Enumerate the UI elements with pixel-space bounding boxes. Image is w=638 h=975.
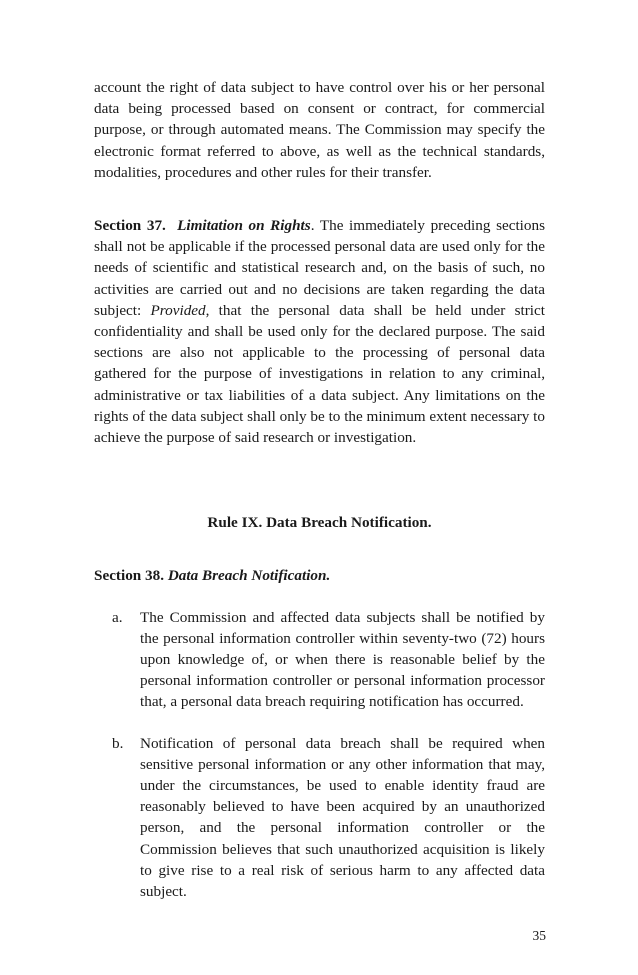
section-37-text-a: . The immediately preceding sections shall not be applicable if the processed personal data are used only for the needs of scientific and statistical research and, on the basis of such, no activities are carried out and no decisions are taken regarding the data subject: bbox=[94, 217, 545, 319]
list-item-text: The Commission and affected data subjects shall be notified by the personal information controller within seventy-two (72) hours upon knowledge of, or when there is reasonable belief by the personal information controller or personal information processor that, a personal data breach requiring notification has occurred. bbox=[140, 608, 545, 711]
list-item-text: Notification of personal data breach shall be required when sensitive personal information or any other information that may, under the circumstances, be used to enable identity fraud are reasonably believed to have been acquired by an unauthorized person, and the personal information controller or the Commission believes that such unauthorized acquisition is likely to give rise to a real risk of serious harm to any affected data subject. bbox=[140, 734, 545, 901]
section-38-heading bbox=[94, 565, 545, 586]
document-page bbox=[94, 77, 545, 922]
rule-heading: Rule IX. Data Breach Notification. bbox=[207, 514, 432, 532]
section-37-paragraph bbox=[94, 215, 545, 448]
list-item-marker: a. bbox=[112, 608, 123, 626]
section-38-title: Data Breach Notification. bbox=[167, 567, 331, 585]
section-37-provided: Provided bbox=[150, 301, 206, 319]
page-number: 35 bbox=[532, 928, 546, 943]
list-item bbox=[94, 607, 545, 713]
section-38-label: Section 38. bbox=[94, 567, 165, 585]
list-item-marker: b. bbox=[112, 734, 124, 752]
list-item bbox=[94, 733, 545, 903]
intro-paragraph: account the right of data subject to have control over his or her personal data being processed based on consent or contract, for commercial purpose, or through automated means. The Commission may specify the electronic format referred to above, as well as the technical standards, modalities, procedures and other rules for their transfer. bbox=[94, 79, 545, 181]
section-37-text-b: , that the personal data shall be held under strict confidentiality and shall be used only for the declared purpose. The said sections are also not applicable to the processing of personal data gathered for the purpose of investigations in relation to any criminal, administrative or tax liabilities of a data subject. Any limitations on the rights of the data subject shall only be to the minimum extent necessary to achieve the purpose of said research or investigation. bbox=[94, 301, 545, 447]
section-38-list bbox=[94, 607, 545, 903]
section-37-label: Section 37. bbox=[94, 217, 166, 235]
section-37-title: Limitation on Rights bbox=[177, 217, 311, 235]
